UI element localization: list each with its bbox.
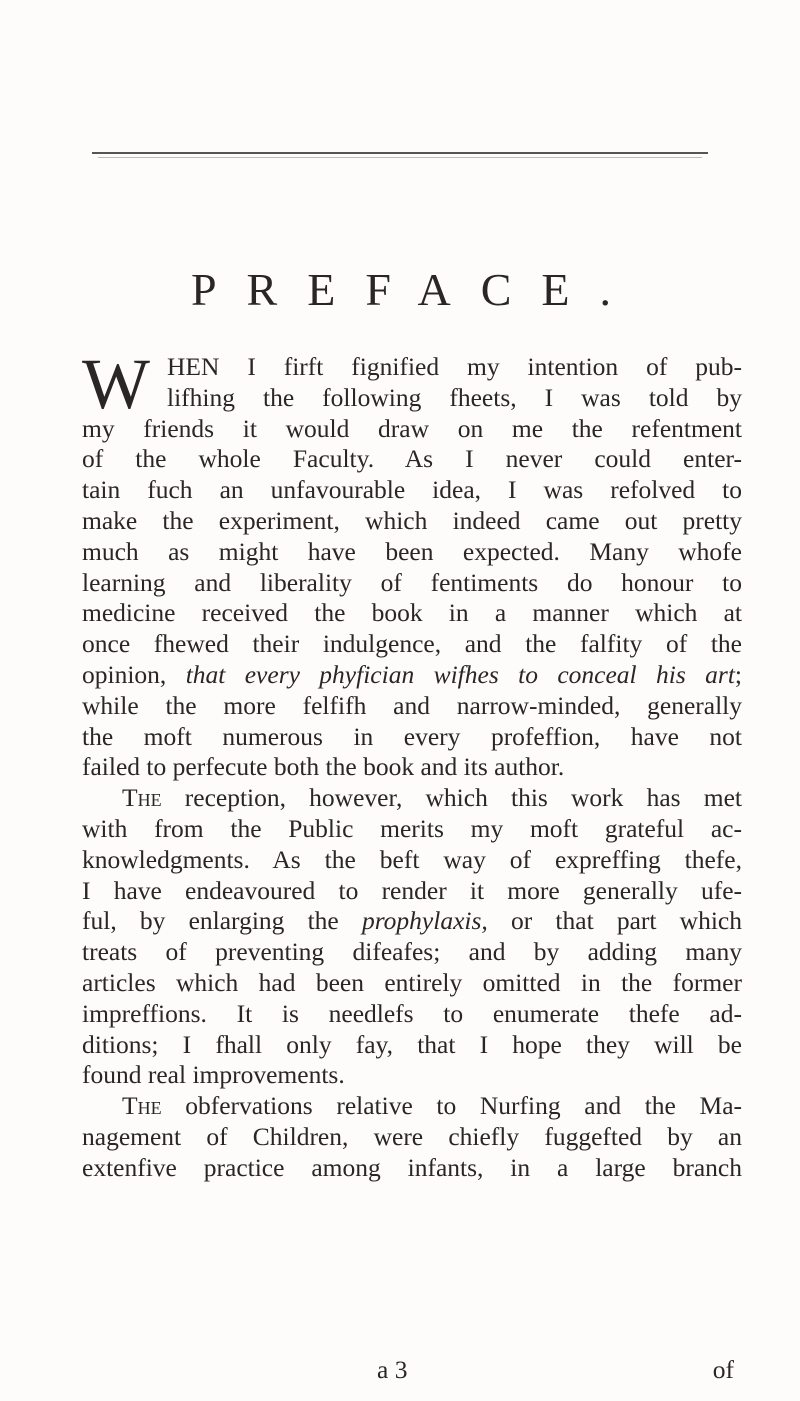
drop-cap: W — [82, 344, 150, 424]
text-line: tain fuch an unfavourable idea, I was refolved to — [82, 475, 742, 505]
text-line: ditions; I fhall only fay, that I hope they will be — [82, 1029, 742, 1059]
text-line: found real improvements. — [82, 1060, 345, 1090]
text-line: learning and liberality of fentiments do honour to — [82, 567, 742, 597]
signature-mark: a 3 — [377, 1355, 408, 1384]
line-start: opinion, — [82, 659, 167, 689]
text-line: the moft numerous in every profeffion, have not — [82, 721, 742, 751]
text-line: much as might have been expected. Many whofe — [82, 536, 742, 566]
line-rest: obfervations relative to Nurfing and the Ma- — [185, 1091, 742, 1121]
top-rule — [92, 152, 708, 154]
text-line: once fhewed their indulgence, and the falfity of the — [82, 629, 742, 659]
text-line: with from the Public merits my moft grateful ac- — [82, 813, 742, 843]
text-line: HEN I firft fignified my intention of pub- — [167, 352, 742, 381]
catchword: of — [712, 1355, 734, 1384]
text-line — [82, 660, 742, 691]
paragraph-1 — [82, 344, 742, 783]
text-line: knowledgments. As the beft way of expreffing thefe, — [82, 844, 742, 874]
punctuation: ; — [734, 659, 742, 689]
text-line: extenfive practice among infants, in a large branch — [82, 1152, 742, 1182]
text-line: failed to perfecute both the book and its author. — [82, 752, 565, 782]
text-line: impreffions. It is needlefs to enumerate thefe ad- — [82, 998, 742, 1028]
text-line: medicine received the book in a manner which at — [82, 598, 742, 628]
text-line: of the whole Faculty. As I never could enter- — [82, 444, 742, 474]
text-line — [82, 1091, 742, 1122]
text-line: lifhing the following fheets, I was told by — [167, 382, 742, 412]
text-line: my friends it would draw on me the refentment — [82, 413, 742, 443]
text-line: I have endeavoured to render it more generally ufe- — [82, 875, 742, 905]
line-start: ful, by enlarging the — [82, 906, 339, 936]
page-title: PREFACE. — [190, 264, 642, 315]
italic-phrase: that every phyfician wifhes to conceal his art — [185, 659, 735, 689]
text-line: treats of preventing difeafes; and by adding many — [82, 937, 742, 967]
top-rule-faint — [98, 157, 702, 158]
text-line: while the more felfifh and narrow-minded, generally — [82, 690, 742, 720]
italic-word: prophylaxis, — [361, 906, 488, 936]
paragraph-lead: The — [122, 1091, 162, 1121]
paragraph-2 — [82, 783, 742, 1091]
paragraph-3 — [82, 1091, 742, 1183]
text-line: articles which had been entirely omitted in the former — [82, 967, 742, 997]
text-line: nagement of Children, were chiefly fuggefted by an — [82, 1121, 742, 1151]
line-end: or that part which — [510, 906, 742, 936]
paragraph-lead: The — [122, 783, 162, 813]
line-rest: reception, however, which this work has met — [184, 783, 743, 813]
body-text — [82, 344, 743, 1184]
text-line — [82, 783, 742, 814]
text-line: make the experiment, which indeed came out pretty — [82, 505, 742, 535]
text-line — [82, 906, 742, 937]
